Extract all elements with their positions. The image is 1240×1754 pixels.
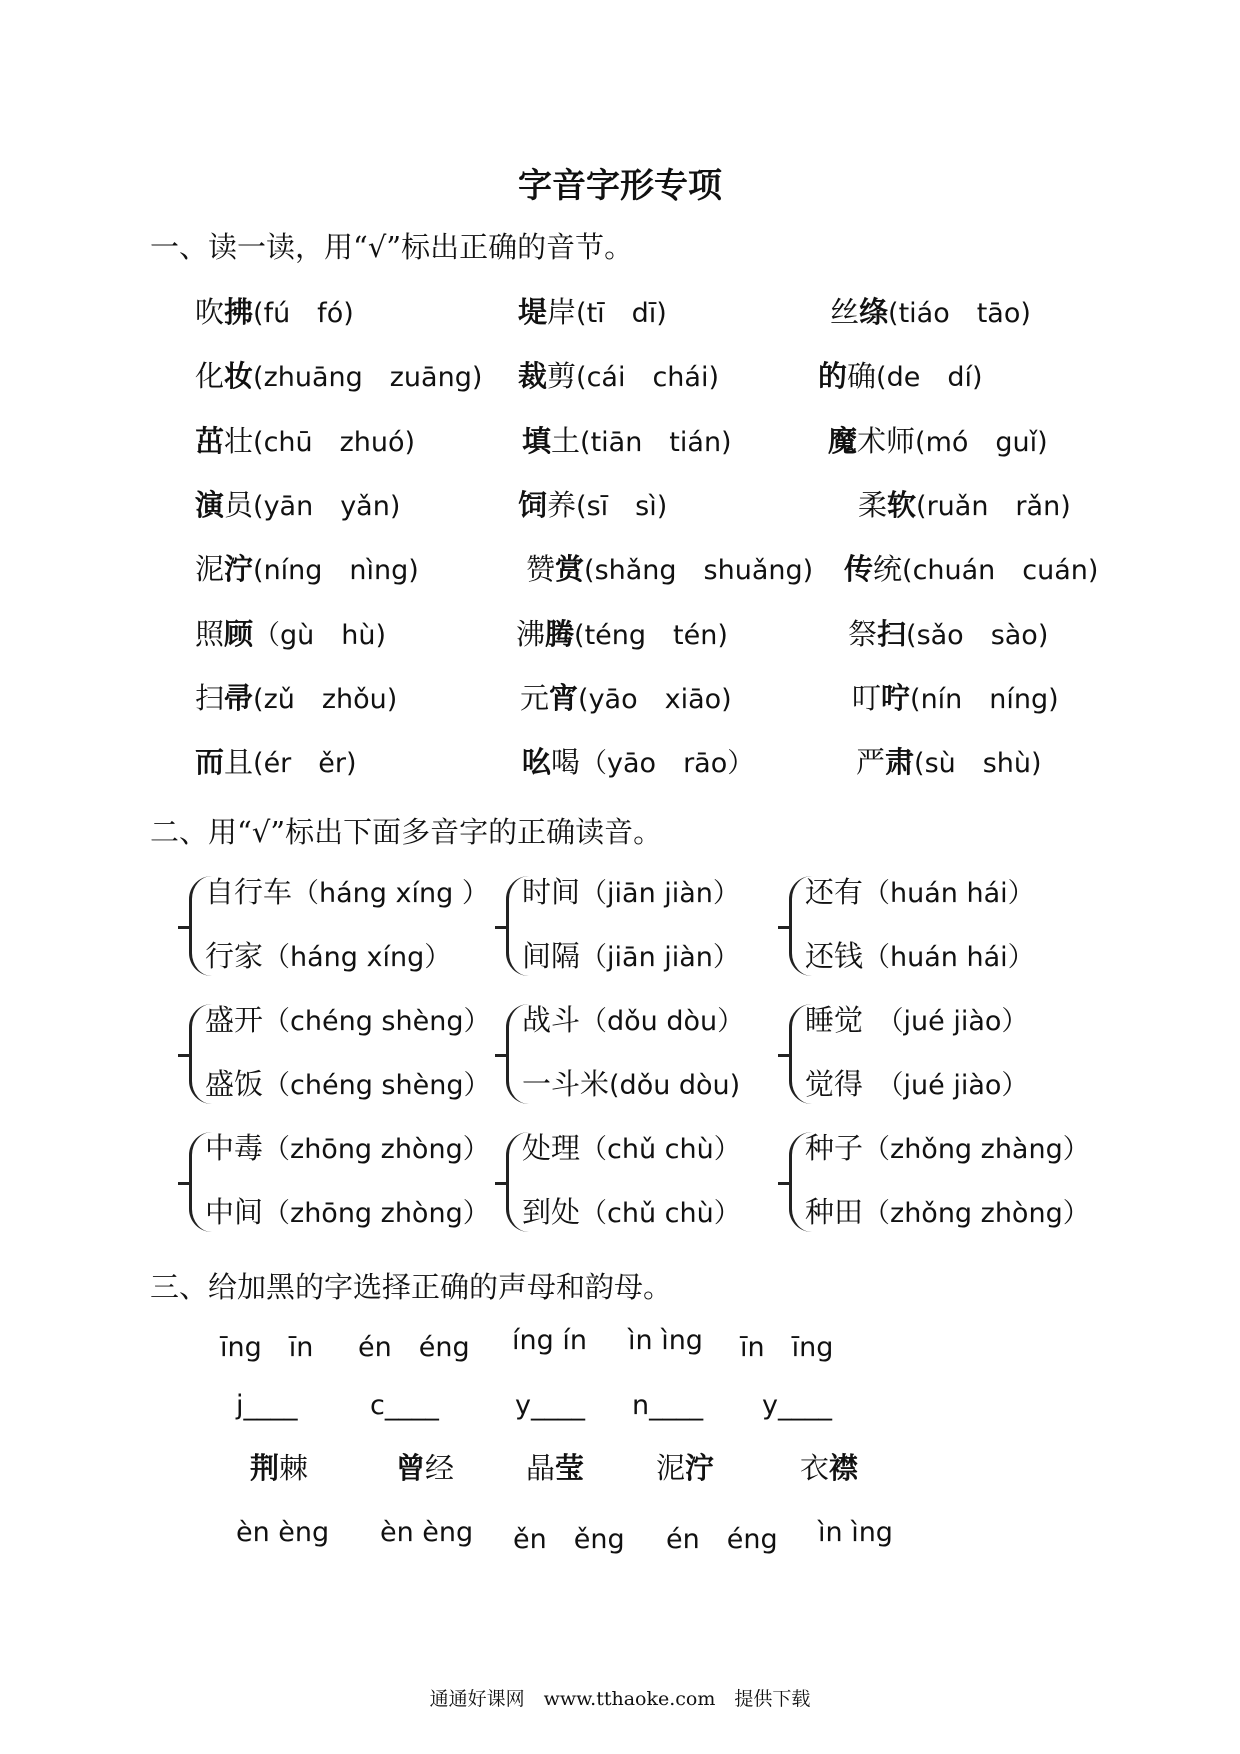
polyphone-word: 睡觉 (805, 1003, 864, 1037)
bold-char: 襟 (829, 1451, 859, 1485)
finals-option: ìn ìng (818, 1517, 893, 1548)
pinyin-options: (chuán cuán) (902, 555, 1099, 587)
pinyin-options: (téng tén) (574, 619, 728, 651)
pinyin-item (526, 549, 813, 589)
word-char: 叮 (852, 680, 882, 715)
bold-char: 莹 (555, 1451, 585, 1485)
pinyin-item (522, 742, 754, 782)
pinyin-item (858, 485, 1071, 525)
bold-char: 曾 (396, 1451, 426, 1485)
polyphone-item (805, 872, 1035, 912)
pinyin-options: (sǎo sào) (906, 619, 1049, 651)
pinyin-options: (sī sì) (576, 490, 668, 522)
pinyin-options: (yāo xiāo) (578, 683, 732, 715)
polyphone-item (522, 872, 740, 912)
polyphone-word: 一斗米 (522, 1067, 610, 1101)
polyphone-word: 盛饭 (205, 1067, 264, 1101)
pinyin-item (195, 678, 397, 718)
pinyin-item (856, 742, 1042, 782)
pinyin-item (195, 614, 386, 654)
pinyin-item (852, 678, 1059, 718)
pinyin-item (195, 742, 357, 782)
bold-char: 演 (195, 487, 225, 522)
initial-blank: c____ (370, 1390, 439, 1421)
polyphone-word: 中毒 (205, 1131, 264, 1165)
finals-option: īng īn (220, 1332, 314, 1363)
bold-char: 绦 (859, 295, 889, 329)
finals-option: ěn ěng (513, 1524, 625, 1555)
polyphone-word: 时间 (522, 875, 581, 909)
word-char: 员 (224, 487, 254, 522)
bold-char: 宵 (549, 680, 579, 715)
pinyin-item (195, 485, 400, 525)
polyphone-item (805, 1128, 1090, 1168)
finals-option: īn īng (740, 1332, 834, 1363)
word-char: 化 (195, 359, 225, 394)
word-char: 丝 (830, 295, 860, 329)
finals-option: én éng (666, 1524, 778, 1555)
pinyin-item (830, 292, 1031, 332)
pinyin-options: (de dí) (876, 362, 983, 394)
polyphone-item (205, 936, 451, 976)
pinyin-item (518, 485, 667, 525)
pinyin-options: (mó guǐ) (915, 426, 1048, 458)
polyphone-word: 还钱 (805, 939, 864, 973)
pinyin-item (516, 614, 728, 654)
word-char: 扫 (195, 680, 225, 715)
word-char: 赞 (526, 552, 556, 587)
pinyin-item (520, 678, 732, 718)
word-char: 照 (195, 616, 225, 651)
pinyin-options: （huán hái） (863, 878, 1035, 909)
bold-char: 腾 (545, 616, 575, 651)
word-char: 经 (425, 1451, 455, 1485)
pinyin-options: （jiān jiàn） (580, 878, 740, 909)
bold-char: 帚 (224, 680, 254, 715)
finals-option: én éng (358, 1332, 470, 1363)
polyphone-item (205, 1192, 490, 1232)
pinyin-item (844, 549, 1098, 589)
polyphone-word: 战斗 (522, 1003, 581, 1037)
initial-blank: y____ (515, 1390, 585, 1421)
polyphone-word: 觉得 (805, 1067, 864, 1101)
pinyin-options: (ruǎn rǎn) (916, 490, 1071, 522)
pinyin-options: (ér ěr) (253, 748, 357, 780)
pinyin-item (195, 292, 354, 332)
pinyin-options: (zhuāng zuāng) (253, 362, 483, 394)
pinyin-options: (zǔ zhǒu) (253, 683, 398, 715)
pinyin-options: （zhǒng zhàng） (863, 1134, 1090, 1165)
word-char: 岸 (547, 295, 577, 329)
word-char: 泥 (656, 1451, 686, 1485)
pinyin-options: （chéng shèng） (263, 1006, 491, 1037)
word-char: 统 (873, 552, 903, 587)
pinyin-options: （jué jiào） (863, 1006, 1029, 1037)
pinyin-item (848, 614, 1048, 654)
polyphone-word: 种田 (805, 1195, 864, 1229)
pinyin-options: (tī dī) (576, 298, 667, 329)
target-word (656, 1448, 714, 1488)
pinyin-item (818, 356, 983, 396)
pinyin-options: (shǎng shuǎng) (584, 555, 814, 587)
pinyin-options: (nín níng) (910, 683, 1059, 715)
pinyin-options: （zhōng zhòng） (263, 1134, 490, 1165)
pinyin-options: （zhōng zhòng） (263, 1198, 490, 1229)
polyphone-item (205, 1064, 490, 1104)
polyphone-word: 种子 (805, 1131, 864, 1165)
word-char: 吹 (195, 295, 225, 329)
polyphone-item (522, 1064, 740, 1104)
section-2-heading: 二、用“√”标出下面多音字的正确读音。 (150, 815, 663, 849)
pinyin-options: （chǔ chù） (580, 1134, 741, 1165)
bold-char: 扫 (877, 616, 907, 651)
word-char: 且 (224, 745, 254, 780)
bold-char: 泞 (685, 1451, 715, 1485)
pinyin-options: （dǒu dòu） (580, 1006, 745, 1037)
word-char: 柔 (858, 487, 888, 522)
polyphone-item (205, 1000, 490, 1040)
pinyin-options: (dǒu dòu) (609, 1070, 741, 1101)
pinyin-options: （huán hái） (863, 942, 1035, 973)
word-char: 沸 (516, 616, 546, 651)
polyphone-item (805, 1192, 1090, 1232)
bold-char: 顾 (224, 616, 254, 651)
polyphone-item (522, 1192, 741, 1232)
pinyin-item (518, 356, 719, 396)
polyphone-word: 自行车 (205, 875, 293, 909)
finals-option: ìn ìng (628, 1325, 703, 1356)
footer-source: 通通好课网 www.tthaoke.com 提供下载 (429, 1688, 811, 1710)
target-word (250, 1448, 308, 1488)
pinyin-options: (yān yǎn) (253, 490, 401, 522)
polyphone-word: 中间 (205, 1195, 264, 1229)
bold-char: 赏 (555, 552, 585, 587)
pinyin-options: （jiān jiàn） (580, 942, 740, 973)
polyphone-word: 间隔 (522, 939, 581, 973)
polyphone-item (805, 1064, 1028, 1104)
initial-blank: n____ (632, 1390, 704, 1421)
pinyin-item (828, 421, 1048, 461)
pinyin-options: (tiān tián) (580, 426, 732, 458)
initial-blank: j____ (236, 1390, 298, 1421)
target-word (526, 1448, 584, 1488)
polyphone-item (805, 1000, 1028, 1040)
bold-char: 传 (844, 552, 874, 587)
word-char: 剪 (547, 359, 577, 394)
word-char: 严 (856, 745, 886, 780)
bold-char: 填 (522, 423, 552, 458)
bold-char: 肃 (885, 745, 915, 780)
bold-char: 饲 (518, 487, 548, 522)
pinyin-options: (tiáo tāo) (888, 298, 1031, 329)
word-char: 泥 (195, 552, 225, 587)
word-char: 喝 (551, 745, 581, 780)
word-char: 元 (520, 680, 550, 715)
pinyin-options: （jué jiào） (863, 1070, 1029, 1101)
target-word (800, 1448, 858, 1488)
pinyin-options: （chǔ chù） (580, 1198, 741, 1229)
bold-char: 咛 (881, 680, 911, 715)
bold-char: 魔 (828, 423, 858, 458)
section-1-heading: 一、读一读，用“√”标出正确的音节。 (150, 230, 634, 264)
polyphone-word: 到处 (522, 1195, 581, 1229)
pinyin-item (195, 421, 415, 461)
bold-char: 拂 (224, 295, 254, 329)
pinyin-options: （chéng shèng） (263, 1070, 491, 1101)
word-char: 衣 (800, 1451, 830, 1485)
polyphone-word: 还有 (805, 875, 864, 909)
polyphone-item (805, 936, 1035, 976)
bold-char: 堤 (518, 295, 548, 329)
polyphone-word: 盛开 (205, 1003, 264, 1037)
polyphone-item (522, 1128, 741, 1168)
bold-char: 妆 (224, 359, 254, 394)
pinyin-item (518, 292, 667, 332)
word-char: 养 (547, 487, 577, 522)
word-char: 壮 (224, 423, 254, 458)
finals-option: íng ín (512, 1325, 587, 1356)
bold-char: 而 (195, 745, 225, 780)
polyphone-item (522, 1000, 744, 1040)
bold-char: 吆 (522, 745, 552, 780)
pinyin-options: （gù hù) (253, 619, 387, 651)
bold-char: 泞 (224, 552, 254, 587)
bold-char: 裁 (518, 359, 548, 394)
bold-char: 的 (818, 359, 848, 394)
bold-char: 软 (887, 487, 917, 522)
pinyin-item (522, 421, 732, 461)
word-char: 祭 (848, 616, 878, 651)
pinyin-options: （zhǒng zhòng） (863, 1198, 1090, 1229)
page-title: 字音字形专项 (518, 166, 722, 206)
word-char: 棘 (279, 1451, 309, 1485)
word-char: 术师 (857, 423, 916, 458)
pinyin-options: （yāo rāo） (580, 748, 755, 780)
word-char: 确 (847, 359, 877, 394)
polyphone-item (522, 936, 740, 976)
bold-char: 茁 (195, 423, 225, 458)
polyphone-word: 行家 (205, 939, 264, 973)
pinyin-item (195, 356, 482, 396)
finals-option: èn èng (380, 1517, 474, 1548)
section-3-heading: 三、给加黑的字选择正确的声母和韵母。 (150, 1270, 673, 1304)
initial-blank: y____ (762, 1390, 832, 1421)
word-char: 晶 (526, 1451, 556, 1485)
target-word (396, 1448, 454, 1488)
finals-option: èn èng (236, 1517, 330, 1548)
pinyin-options: (sù shù) (914, 748, 1042, 780)
pinyin-options: (fú fó) (253, 298, 354, 329)
pinyin-item (195, 549, 419, 589)
polyphone-item (205, 1128, 490, 1168)
pinyin-options: (níng nìng) (253, 555, 419, 587)
bold-char: 荆 (250, 1451, 280, 1485)
word-char: 土 (551, 423, 581, 458)
pinyin-options: (cái chái) (576, 362, 719, 394)
pinyin-options: (chū zhuó) (253, 426, 416, 458)
polyphone-word: 处理 (522, 1131, 581, 1165)
pinyin-options: （háng xíng） (263, 942, 452, 973)
pinyin-options: （háng xíng ） (292, 878, 489, 909)
polyphone-item (205, 872, 489, 912)
